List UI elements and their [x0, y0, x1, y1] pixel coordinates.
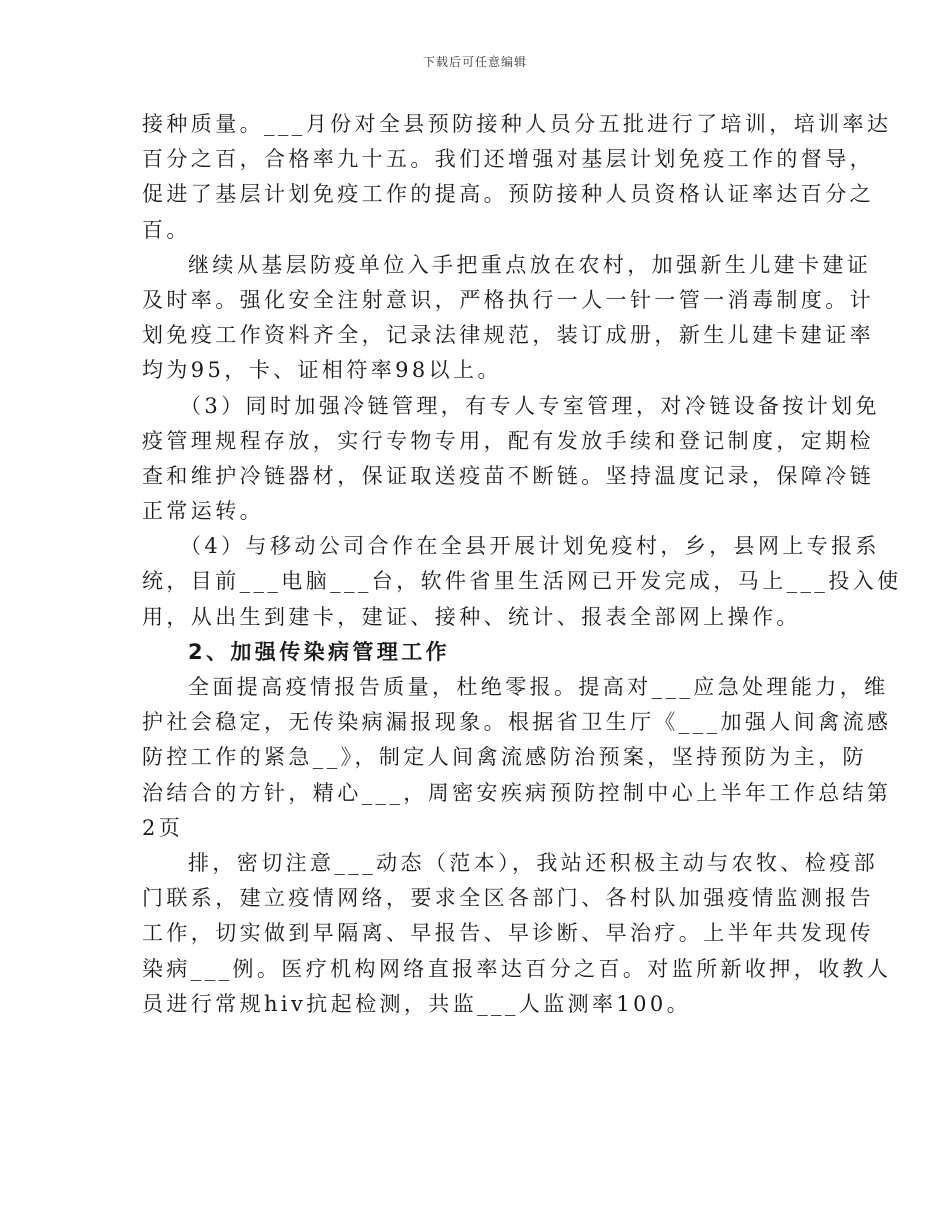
text-line: 正常运转。 [142, 499, 264, 524]
paragraph-start-line: （3）同时加强冷链管理，有专人专室管理，对冷链设备按计划免 [180, 393, 880, 418]
paragraph-start-line: 继续从基层防疫单位入手把重点放在农村，加强新生儿建卡建证 [188, 252, 872, 277]
text-line: 护社会稳定，无传染病漏报现象。根据省卫生厅《___加强人间禽流感 [142, 710, 892, 735]
text-line: 员进行常规hiv抗起检测，共监___人监测率100。 [142, 991, 692, 1016]
text-line: 防控工作的紧急__》，制定人间禽流感防治预案，坚持预防为主，防 [142, 745, 867, 770]
text-line: 促进了基层计划免疫工作的提高。预防接种人员资格认证率达百分之 [142, 182, 874, 207]
text-line: 治结合的方针，精心___，周密安疾病预防控制中心上半年工作总结第 [142, 780, 892, 805]
text-line: 接种质量。___月份对全县预防接种人员分五批进行了培训，培训率达 [142, 112, 892, 136]
paragraph-start-line: 排，密切注意___动态（范本），我站还积极主动与农牧、检疫部 [188, 850, 878, 875]
text-line: 疫管理规程存放，实行专物专用，配有发放手续和登记制度，定期检 [142, 428, 874, 453]
text-line: 查和维护冷链器材，保证取送疫苗不断链。坚持温度记录，保障冷链 [142, 463, 874, 488]
text-line: 及时率。强化安全注射意识，严格执行一人一针一管一消毒制度。计 [142, 287, 874, 312]
paragraph-start-line: 全面提高疫情报告质量，杜绝零报。提高对___应急处理能力，维 [188, 675, 889, 699]
text-line: 门联系，建立疫情网络，要求全区各部门、各村队加强疫情监测报告 [142, 886, 874, 911]
paragraph-start-line: （4）与移动公司合作在全县开展计划免疫村，乡，县网上专报系 [180, 534, 880, 559]
text-line: 用，从出生到建卡，建证、接种、统计、报表全部网上操作。 [142, 604, 801, 629]
text-line: 统，目前___电脑___台，软件省里生活网已开发完成，马上___投入使 [142, 569, 902, 594]
section-heading: 2、加强传染病管理工作 [188, 639, 451, 664]
page-number-line: 2页 [142, 815, 184, 840]
text-line: 划免疫工作资料齐全，记录法律规范，装订成册，新生儿建卡建证率 [142, 323, 874, 348]
text-line: 百分之百，合格率九十五。我们还增强对基层计划免疫工作的督导， [142, 147, 874, 172]
text-line: 百。 [142, 217, 191, 242]
text-line: 工作，切实做到早隔离、早报告、早诊断、早治疗。上半年共发现传 [142, 921, 874, 946]
text-line: 均为95，卡、证相符率98以上。 [142, 358, 502, 383]
document-body [142, 107, 902, 1022]
page-header: 下载后可任意编辑 [422, 55, 527, 69]
text-line: 染病___例。医疗机构网络直报率达百分之百。对监所新收押，收教人 [142, 956, 892, 981]
